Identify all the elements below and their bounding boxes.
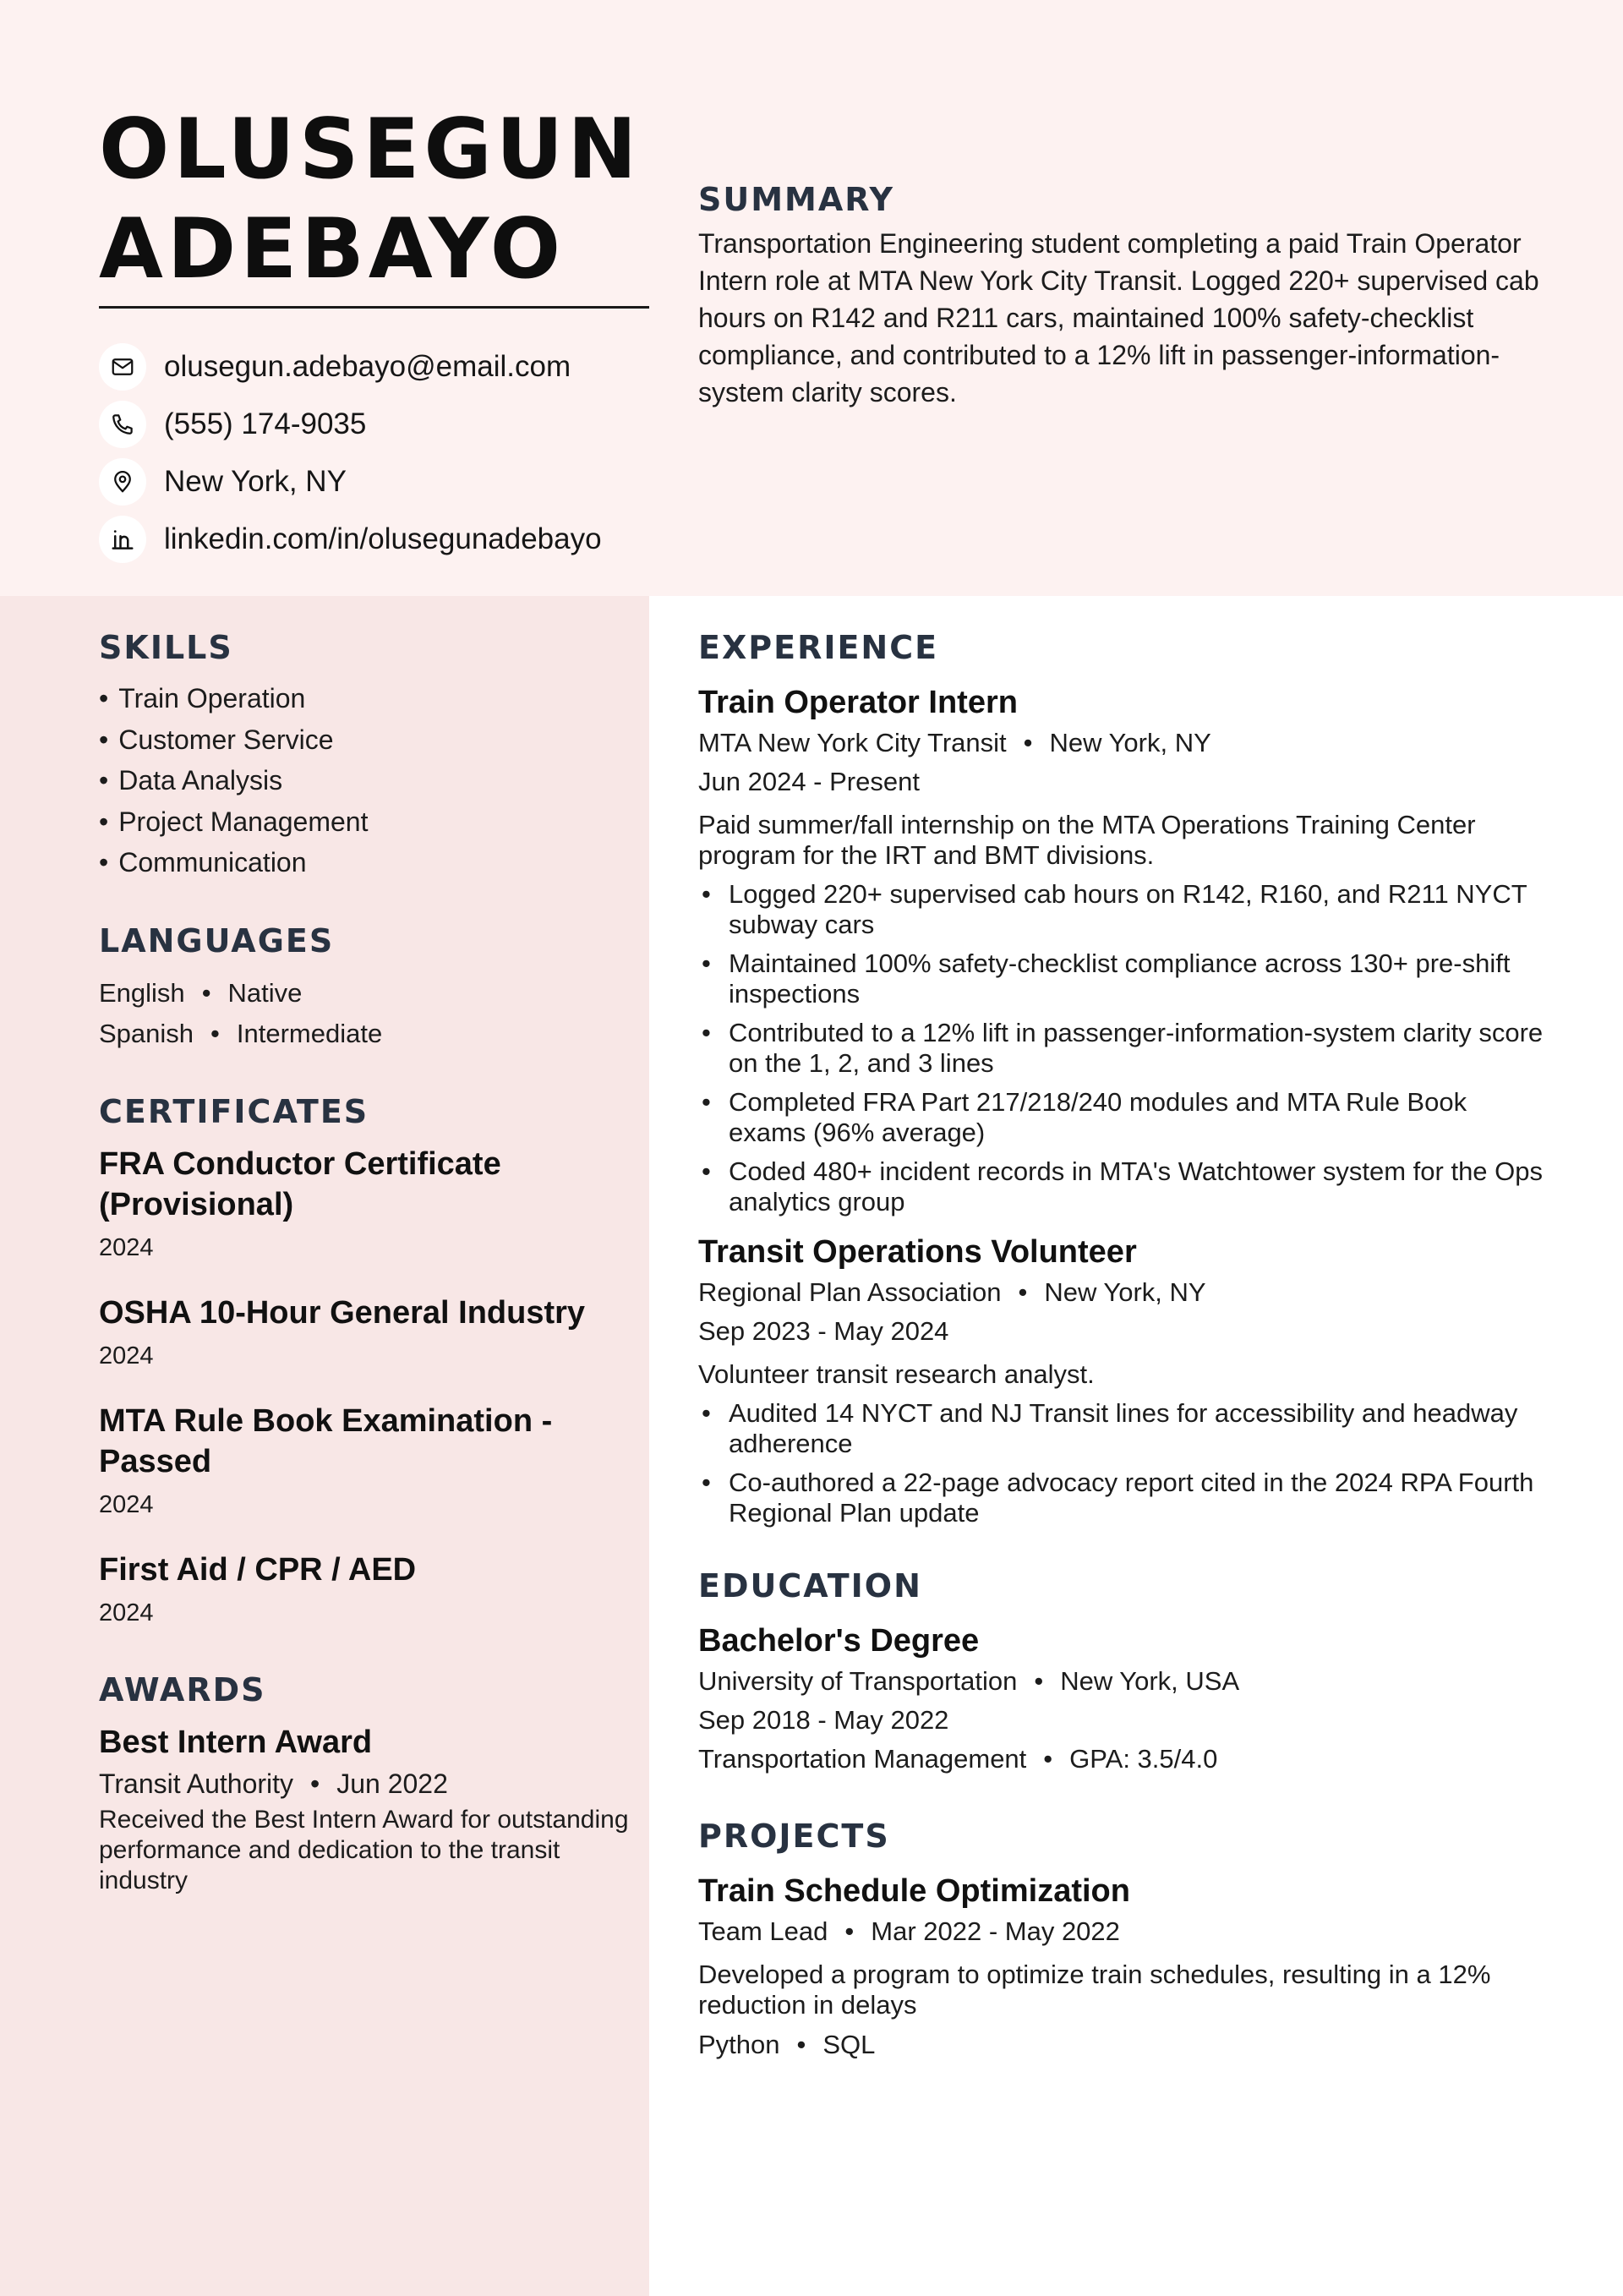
education-gpa: GPA: 3.5/4.0 xyxy=(1069,1744,1218,1774)
skills-section xyxy=(99,627,640,883)
award-description: Received the Best Intern Award for outstanding performance and dedication to the transit industry xyxy=(99,1805,629,1894)
separator-dot: • xyxy=(1043,1744,1053,1774)
separator-dot: • xyxy=(1023,728,1033,757)
name-first: OLUSEGUN xyxy=(99,101,642,198)
job-bullets xyxy=(698,879,1544,1217)
skills-heading: SKILLS xyxy=(99,629,233,666)
education-field-meta xyxy=(698,1740,1544,1779)
language-item xyxy=(99,973,640,1014)
list-item: • Audited 14 NYCT and NJ Transit lines for accessibility and headway adherence xyxy=(698,1398,1544,1459)
project-description: Developed a program to optimize train schedules, resulting in a 12% reduction in delays xyxy=(698,1960,1491,2020)
education-meta xyxy=(698,1662,1544,1701)
list-item: • Coded 480+ incident records in MTA's Watchtower system for the Ops analytics group xyxy=(698,1156,1544,1217)
contact-phone[interactable] xyxy=(99,396,649,453)
left-column xyxy=(99,627,640,1933)
separator-dot: • xyxy=(210,1018,220,1048)
awards-heading: AWARDS xyxy=(99,1670,266,1708)
language-level: Intermediate xyxy=(236,1018,383,1048)
school-name: University of Transportation xyxy=(698,1666,1018,1696)
job-title: Train Operator Intern xyxy=(698,685,1018,720)
certificate-year: 2024 xyxy=(99,1490,154,1518)
location-pin-icon xyxy=(99,458,146,506)
name-last: ADEBAYO xyxy=(99,201,566,298)
separator-dot: • xyxy=(1034,1666,1044,1696)
project-item xyxy=(698,1870,1544,2064)
job-title: Transit Operations Volunteer xyxy=(698,1234,1137,1270)
projects-section xyxy=(698,1816,1544,2064)
degree-title: Bachelor's Degree xyxy=(698,1623,980,1659)
experience-section xyxy=(698,627,1544,1528)
languages-heading: LANGUAGES xyxy=(99,921,335,959)
skill-item: • Train Operation xyxy=(99,678,640,719)
school-location: New York, USA xyxy=(1060,1666,1240,1696)
job-company: Regional Plan Association xyxy=(698,1277,1002,1307)
linkedin-icon xyxy=(99,516,146,563)
list-item: • Completed FRA Part 217/218/240 modules and MTA Rule Book exams (96% average) xyxy=(698,1087,1544,1148)
certificate-year: 2024 xyxy=(99,1599,154,1626)
job-dates: Jun 2024 - Present xyxy=(698,767,920,796)
location-text: New York, NY xyxy=(164,465,347,498)
job-description: Paid summer/fall internship on the MTA Operations Training Center program for the IRT and BMT divisions. xyxy=(698,810,1476,870)
award-date: Jun 2022 xyxy=(336,1768,448,1799)
separator-dot: • xyxy=(796,2030,806,2059)
experience-heading: EXPERIENCE xyxy=(698,629,939,666)
project-tool: SQL xyxy=(822,2030,876,2059)
skill-item: • Data Analysis xyxy=(99,760,640,801)
mail-icon xyxy=(99,343,146,391)
job-bullets xyxy=(698,1398,1544,1528)
candidate-name xyxy=(99,100,649,299)
project-dates: Mar 2022 - May 2022 xyxy=(871,1916,1120,1946)
summary-heading: SUMMARY xyxy=(698,181,894,218)
name-divider xyxy=(99,306,649,309)
skill-item: • Communication xyxy=(99,842,640,883)
project-tool: Python xyxy=(698,2030,780,2059)
list-item: • Contributed to a 12% lift in passenger-information-system clarity score on the 1, 2, and 3 lines xyxy=(698,1018,1544,1079)
projects-heading: PROJECTS xyxy=(698,1818,890,1855)
certificate-title: FRA Conductor Certificate (Provisional) xyxy=(99,1145,501,1222)
contact-email[interactable] xyxy=(99,338,649,396)
skill-item: • Customer Service xyxy=(99,719,640,761)
language-level: Native xyxy=(227,977,303,1008)
job-location: New York, NY xyxy=(1049,728,1211,757)
education-section xyxy=(698,1566,1544,1779)
separator-dot: • xyxy=(310,1768,320,1799)
skill-item: • Project Management xyxy=(99,801,640,843)
project-tools xyxy=(698,2025,1544,2064)
skills-list xyxy=(99,678,640,883)
phone-icon xyxy=(99,401,146,448)
language-name: English xyxy=(99,977,185,1008)
project-title: Train Schedule Optimization xyxy=(698,1873,1130,1909)
certificate-title: First Aid / CPR / AED xyxy=(99,1551,417,1588)
summary-text: Transportation Engineering student completing a paid Train Operator Intern role at MTA New York City Transit. Logged 220+ supervised cab hours on R142 and R211 cars, maintained 100% safety-checklist compliance, and contributed to a 12% lift in passenger-information-system clarity scores. xyxy=(698,228,1539,407)
language-item xyxy=(99,1014,640,1054)
education-field: Transportation Management xyxy=(698,1744,1027,1774)
contact-linkedin[interactable] xyxy=(99,511,649,568)
experience-item xyxy=(698,681,1544,1217)
job-dates: Sep 2023 - May 2024 xyxy=(698,1316,949,1346)
certificate-item xyxy=(99,1401,640,1524)
separator-dot: • xyxy=(201,977,211,1008)
certificates-section xyxy=(99,1091,640,1632)
language-name: Spanish xyxy=(99,1018,194,1048)
education-dates: Sep 2018 - May 2022 xyxy=(698,1705,949,1735)
certificate-item xyxy=(99,1293,640,1375)
right-column xyxy=(698,627,1544,2102)
experience-item xyxy=(698,1231,1544,1528)
list-item: • Logged 220+ supervised cab hours on R142, R160, and R211 NYCT subway cars xyxy=(698,879,1544,940)
certificate-item xyxy=(99,1144,640,1267)
certificate-year: 2024 xyxy=(99,1233,154,1261)
project-role: Team Lead xyxy=(698,1916,828,1946)
languages-section xyxy=(99,921,640,1054)
job-description: Volunteer transit research analyst. xyxy=(698,1359,1095,1389)
job-location: New York, NY xyxy=(1044,1277,1206,1307)
job-meta xyxy=(698,1273,1544,1312)
certificate-title: MTA Rule Book Examination - Passed xyxy=(99,1402,553,1479)
certificate-year: 2024 xyxy=(99,1342,154,1369)
project-meta xyxy=(698,1912,1544,1951)
list-item: • Maintained 100% safety-checklist compliance across 130+ pre-shift inspections xyxy=(698,948,1544,1009)
education-heading: EDUCATION xyxy=(698,1567,922,1604)
list-item: • Co-authored a 22-page advocacy report cited in the 2024 RPA Fourth Regional Plan update xyxy=(698,1468,1544,1528)
award-issuer: Transit Authority xyxy=(99,1768,294,1799)
education-item xyxy=(698,1620,1544,1779)
contact-list xyxy=(99,338,649,568)
linkedin-text: linkedin.com/in/olusegunadebayo xyxy=(164,522,602,555)
summary-section xyxy=(698,179,1544,411)
separator-dot: • xyxy=(844,1916,855,1946)
certificate-title: OSHA 10-Hour General Industry xyxy=(99,1294,586,1331)
contact-location xyxy=(99,453,649,511)
certificate-item xyxy=(99,1550,640,1632)
certificates-heading: CERTIFICATES xyxy=(99,1092,369,1130)
languages-list xyxy=(99,973,640,1054)
email-text: olusegun.adebayo@email.com xyxy=(164,350,571,383)
job-company: MTA New York City Transit xyxy=(698,728,1007,757)
separator-dot: • xyxy=(1018,1277,1028,1307)
job-meta xyxy=(698,724,1544,763)
awards-section xyxy=(99,1670,640,1896)
phone-text: (555) 174-9035 xyxy=(164,407,367,440)
award-meta xyxy=(99,1764,640,1803)
award-title: Best Intern Award xyxy=(99,1724,373,1760)
